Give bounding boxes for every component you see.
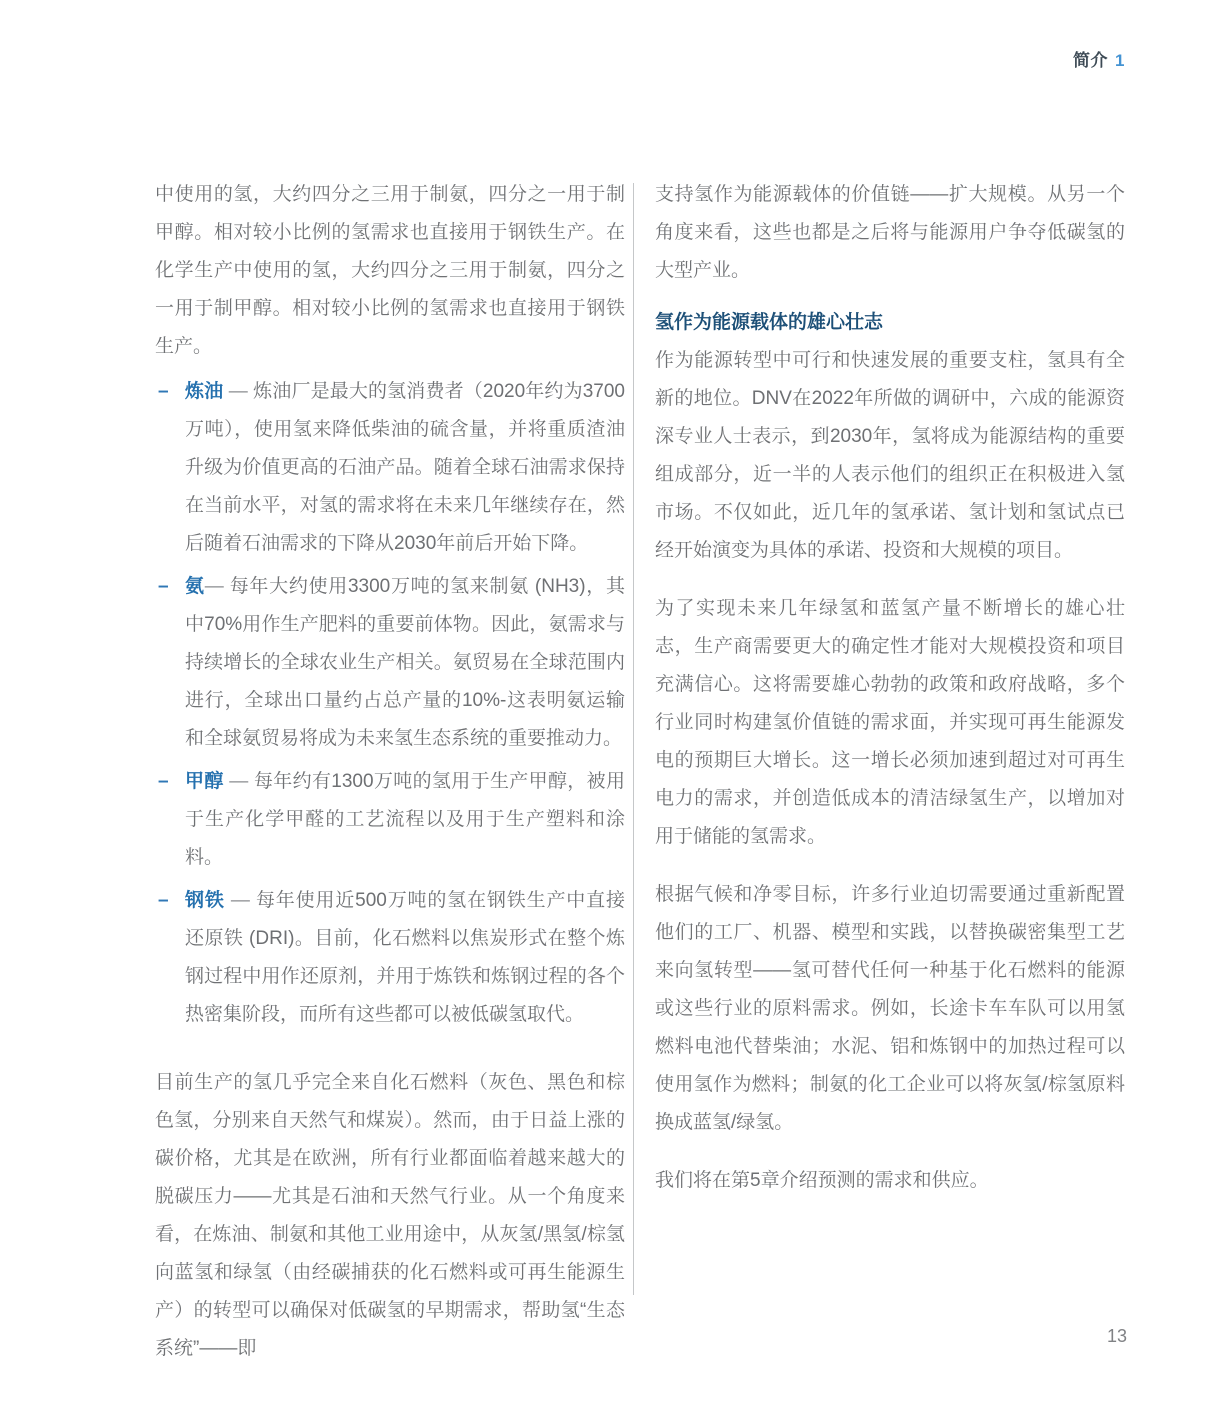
list-item-refining <box>155 373 625 563</box>
paragraph: 我们将在第5章介绍预测的需求和供应。 <box>655 1170 989 1191</box>
intro-paragraph: 中使用的氢，大约四分之三用于制氨，四分之一用于制甲醇。相对较小比例的氢需求也直接用于钢铁生产。在化学生产中使用的氢，大约四分之三用于制氨，四分之一用于制甲醇。相对较小比例的氢需求也直接用于钢铁生产。 <box>155 184 625 357</box>
bullet-term: 甲醇 <box>185 771 224 792</box>
paragraph: 作为能源转型中可行和快速发展的重要支柱，氢具有全新的地位。DNV在2022年所做的调研中，六成的能源资深专业人士表示，到2030年，氢将成为能源结构的重要组成部分，近一半的人表示他们的组织正在积极进入氢市场。不仅如此，近几年的氢承诺、氢计划和氢试点已经开始演变为具体的承诺、投资和大规模的项目。 <box>655 350 1125 561</box>
bullet-separator: — <box>204 576 230 597</box>
bullet-dash-icon: – <box>158 381 169 402</box>
left-column <box>155 176 625 1368</box>
section-heading: 氢作为能源载体的雄心壮志 <box>655 312 884 333</box>
bullet-text: 炼油厂是最大的氢消费者（2020年约为3700万吨），使用氢来降低柴油的硫含量，并将重质渣油升级为价值更高的石油产品。随着全球石油需求保持在当前水平，对氢的需求将在未来几年继续存在，然后随着石油需求的下降从2030年前后开始下降。 <box>185 381 625 554</box>
bullet-term: 氨 <box>185 576 205 597</box>
paragraph: 根据气候和净零目标，许多行业迫切需要通过重新配置他们的工厂、机器、模型和实践，以替换碳密集型工艺来向氢转型——氢可替代任何一种基于化石燃料的能源或这些行业的原料需求。例如，长途卡车车队可以用氢燃料电池代替柴油；水泥、铝和炼钢中的加热过程可以使用氢作为燃料；制氨的化工企业可以将灰氢/棕氢原料换成蓝氢/绿氢。 <box>655 884 1125 1133</box>
bullet-text: 每年约有1300万吨的氢用于生产甲醇，被用于生产化学甲醛的工艺流程以及用于生产塑料和涂料。 <box>185 771 625 868</box>
closing-paragraph: 目前生产的氢几乎完全来自化石燃料（灰色、黑色和棕色氢，分别来自天然气和煤炭）。然而，由于日益上涨的碳价格，尤其是在欧洲，所有行业都面临着越来越大的脱碳压力——尤其是石油和天然气行业。从一个角度来看，在炼油、制氨和其他工业用途中，从灰氢/黑氢/棕氢向蓝氢和绿氢（由经碳捕获的化石燃料或可再生能源生产）的转型可以确保对低碳氢的早期需求，帮助氢“生态系统”——即 <box>155 1072 625 1359</box>
paragraph: 支持氢作为能源载体的价值链——扩大规模。从另一个角度来看，这些也都是之后将与能源用户争夺低碳氢的大型产业。 <box>655 184 1125 281</box>
bullet-text: 每年大约使用3300万吨的氢来制氨 (NH3)，其中70%用作生产肥料的重要前体物。因此，氨需求与持续增长的全球农业生产相关。氨贸易在全球范围内进行，全球出口量约占总产量的10%-这表明氨运输和全球氨贸易将成为未来氢生态系统的重要推动力。 <box>185 576 625 749</box>
paragraph: 为了实现未来几年绿氢和蓝氢产量不断增长的雄心壮志，生产商需要更大的确定性才能对大规模投资和项目充满信心。这将需要雄心勃勃的政策和政府战略，多个行业同时构建氢价值链的需求面，并实现可再生能源发电的预期巨大增长。这一增长必须加速到超过对可再生电力的需求，并创造低成本的清洁绿氢生产，以增加对用于储能的氢需求。 <box>655 598 1125 847</box>
bullet-dash-icon: – <box>158 576 169 597</box>
bullet-term: 炼油 <box>185 381 224 402</box>
list-item-methanol <box>155 763 625 877</box>
bullet-term: 钢铁 <box>185 890 225 911</box>
bullet-dash-icon: – <box>158 890 169 911</box>
bullet-separator: — <box>223 771 254 792</box>
bullet-list <box>155 373 625 1034</box>
list-item-ammonia <box>155 568 625 758</box>
page-content <box>155 176 1125 1368</box>
bullet-text: 每年使用近500万吨的氢在钢铁生产中直接还原铁 (DRI)。目前，化石燃料以焦炭形式在整个炼钢过程中用作还原剂，并用于炼铁和炼钢过程的各个热密集阶段，而所有这些都可以被低碳氢取代。 <box>185 890 625 1025</box>
bullet-dash-icon: – <box>158 771 169 792</box>
page-header <box>1073 46 1125 71</box>
bullet-separator: — <box>224 890 256 911</box>
bullet-separator: — <box>223 381 254 402</box>
section-label: 简介 <box>1073 51 1109 70</box>
chapter-number: 1 <box>1115 51 1125 70</box>
page-number: 13 <box>1106 1326 1127 1346</box>
list-item-steel <box>155 882 625 1034</box>
right-column <box>655 176 1125 1368</box>
